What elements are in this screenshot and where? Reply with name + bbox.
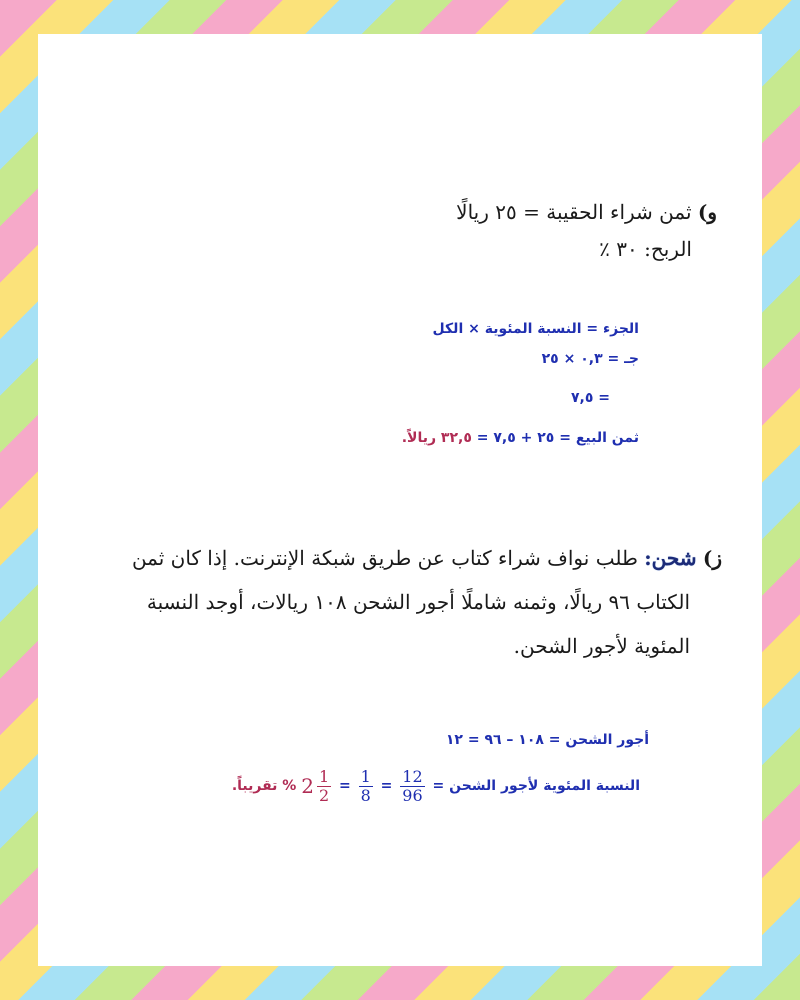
percentage-answer-tail: % تقريباً. [231,778,297,794]
solution-w-result: = ٧,٥ [570,390,610,406]
question-z-line2: الكتاب ٩٦ ريالًا، وثمنه شاملًا أجور الشحن ١٠٨ ريالات، أوجد النسبة [146,590,690,614]
question-z-text: طلب نواف شراء كتاب عن طريق شبكة الإنترنت. إذا كان ثمن [131,546,645,570]
fraction-1-8 [359,766,373,805]
equals-sign: = [380,778,393,794]
question-w-line1 [456,200,717,224]
percentage-label: النسبة المئوية لأجور الشحن = [432,778,640,794]
solution-w-selling-price [402,430,639,446]
fraction-numerator: 12 [402,766,423,786]
solution-w-substitution: جـ = ٠,٣ × ٢٥ [541,351,639,367]
fraction-numerator: 1 [318,766,330,786]
worksheet-page [38,34,762,966]
fraction-12-96 [400,766,424,805]
solution-z-percentage [232,766,640,806]
equals-sign: = [339,778,351,794]
question-w-text: ثمن شراء الحقيبة = ٢٥ ريالًا [456,200,692,224]
question-w-line2: الربح: ٣٠ ٪ [599,237,692,261]
mixed-number-answer [301,766,334,806]
selling-price-answer: ٣٢,٥ ريالاً. [401,430,472,446]
fraction-denominator: 96 [402,785,423,805]
question-z-line3: المئوية لأجور الشحن. [513,634,690,658]
question-z-line1 [132,546,722,570]
question-w-marker: و) [697,200,717,224]
question-z-marker: ز) [702,546,722,570]
fraction-numerator: 1 [360,766,371,786]
keyword-shipping: شحن: [644,546,697,570]
selling-price-equation: ثمن البيع = ٢٥ + ٧,٥ = [471,430,639,446]
fraction-denominator: 8 [360,785,371,805]
solution-z-shipping-cost: أجور الشحن = ١٠٨ – ٩٦ = ١٢ [445,732,649,748]
fraction-denominator: 2 [318,785,330,805]
fraction-1-2 [317,766,331,805]
solution-w-formula: الجزء = النسبة المئوية × الكل [432,321,639,337]
mixed-number-whole: 2 [301,774,314,798]
